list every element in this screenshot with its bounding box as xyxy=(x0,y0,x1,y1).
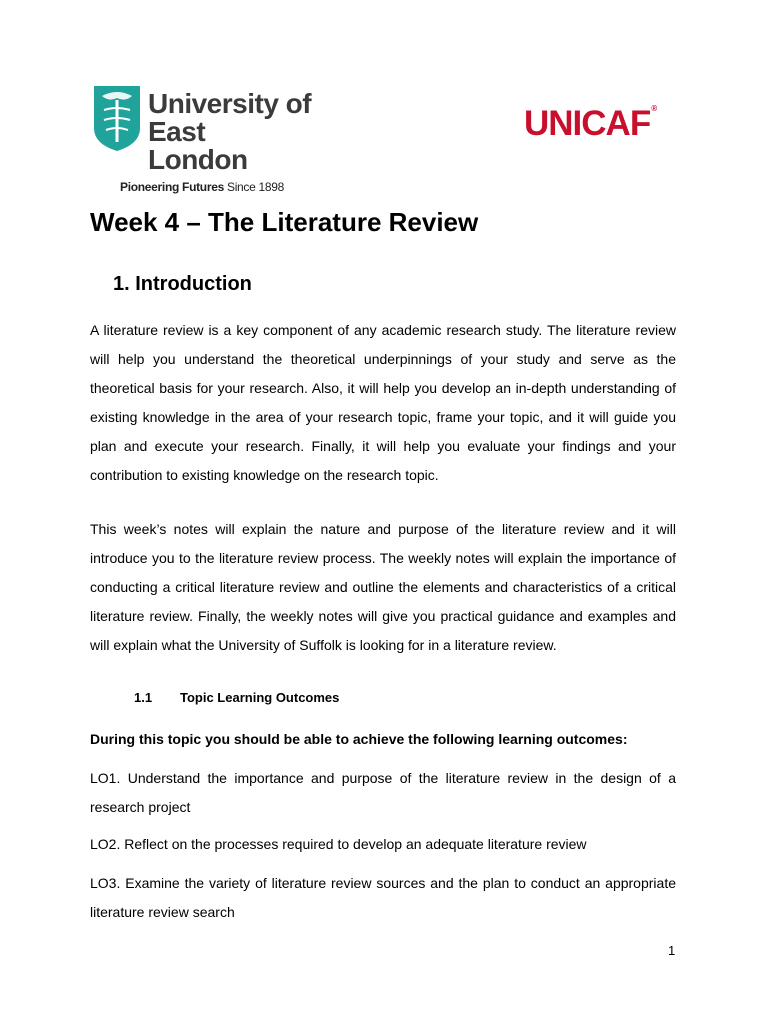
uel-wordmark xyxy=(148,90,312,174)
learning-outcome-3: LO3. Examine the variety of literature review sources and the plan to conduct an appropriate literature review search xyxy=(90,875,676,920)
learning-outcome-1: LO1. Understand the importance and purpose of the literature review in the design of a research project xyxy=(90,770,676,815)
uel-wordmark-line2: East London xyxy=(148,116,248,175)
section-heading: 1. Introduction xyxy=(113,273,252,295)
unicaf-logo xyxy=(524,104,656,144)
uel-logo xyxy=(92,84,312,175)
uel-tagline xyxy=(120,180,284,194)
uel-crest-icon xyxy=(92,84,142,152)
learning-outcome-2: LO2. Reflect on the processes required to develop an adequate literature review xyxy=(90,836,587,852)
subsection-number: 1.1 xyxy=(134,690,153,705)
page-number: 1 xyxy=(668,943,676,958)
subsection-title: Topic Learning Outcomes xyxy=(180,690,340,705)
document-title: Week 4 – The Literature Review xyxy=(90,207,479,237)
intro-paragraph-1: A literature review is a key component of any academic research study. The literature review will help you understand the theoretical underpinnings of your study and serve as the theoretical basis for your research. Also, it will help you develop an in-depth understanding of existing knowledge in the area of your research topic, frame your topic, and it will guide you plan and execute your research. Finally, it will help you evaluate your findings and your contribution to existing knowledge on the research topic. xyxy=(90,322,676,483)
tagline-bold: Pioneering Futures xyxy=(120,180,224,194)
uel-wordmark-line1: University of xyxy=(148,88,312,119)
outcomes-intro: During this topic you should be able to achieve the following learning outcomes: xyxy=(90,731,628,747)
subsection-heading xyxy=(134,690,339,705)
tagline-rest: Since 1898 xyxy=(223,180,285,194)
registered-mark-icon: ® xyxy=(651,104,657,113)
intro-paragraph-2: This week’s notes will explain the nature and purpose of the literature review and it will introduce you to the literature review process. The weekly notes will explain the importance of conducting a critical literature review and outline the elements and characteristics of a critical literature review. Finally, the weekly notes will give you practical guidance and examples and will explain what the University of Suffolk is looking for in a literature review. xyxy=(90,521,676,653)
unicaf-wordmark: UNICAF xyxy=(524,104,651,143)
